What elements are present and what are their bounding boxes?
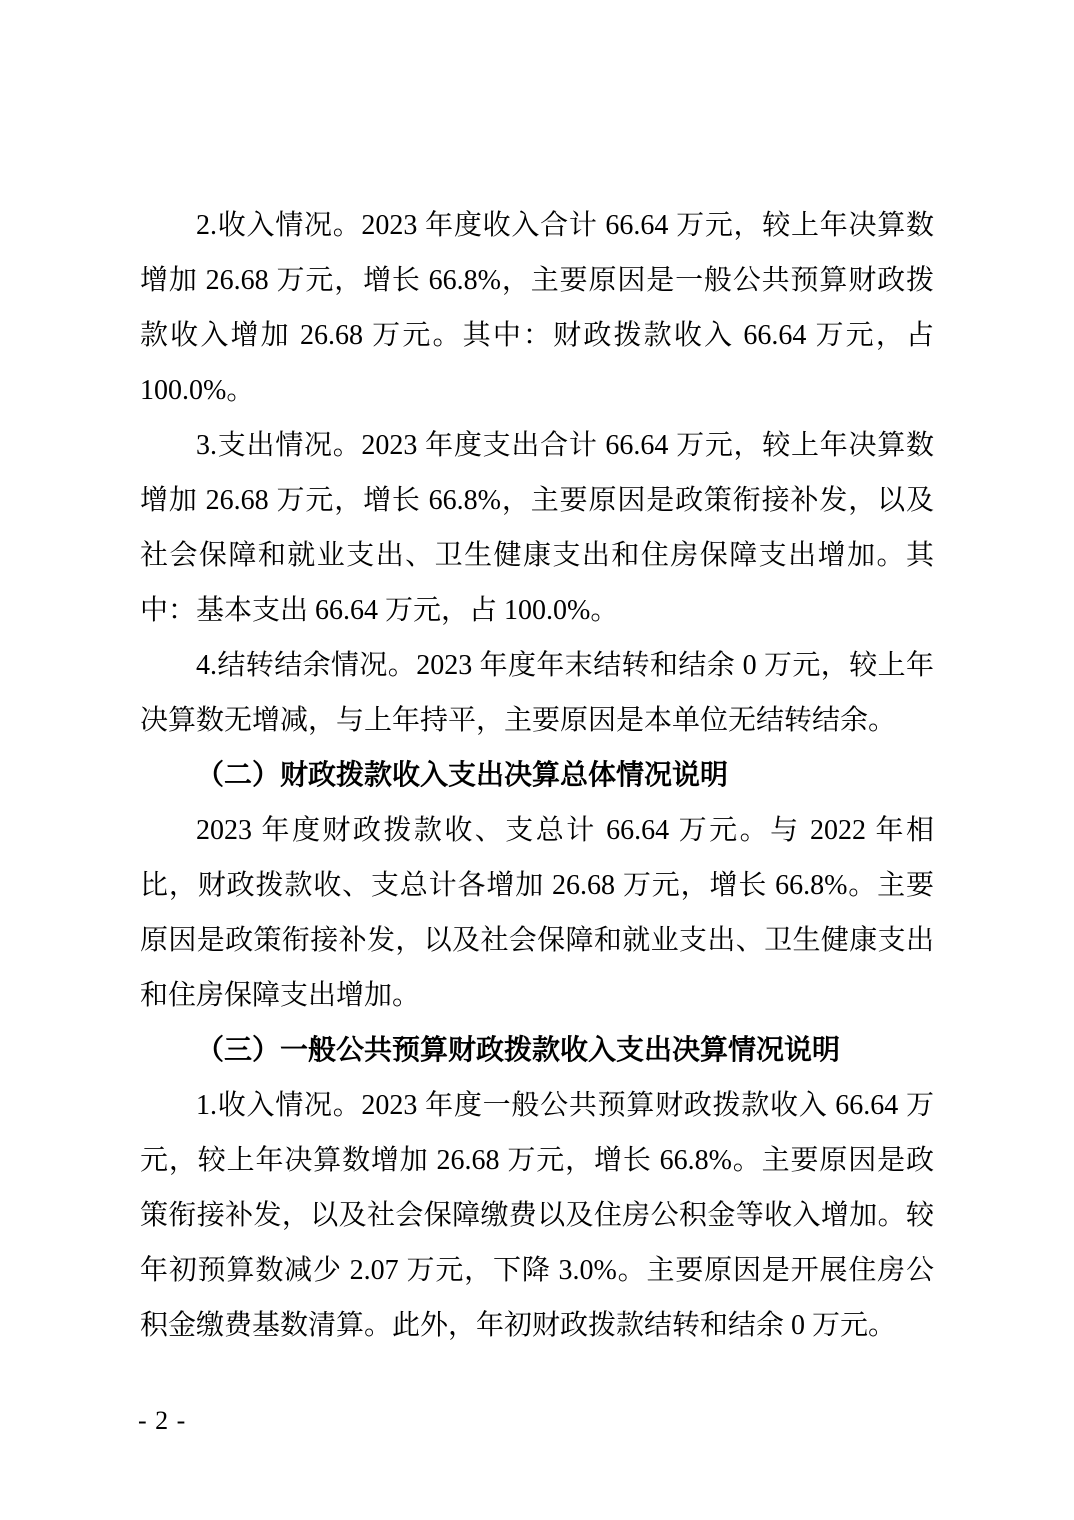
paragraph-fiscal-appropriation-totals: 2023 年度财政拨款收、支总计 66.64 万元。与 2022 年相比，财政拨款收、支总计各增加 26.68 万元，增长 66.8%。主要原因是政策衔接补发，以及社会保障和就业支出、卫生健康支出和住房保障支出增加。 xyxy=(140,815,934,1011)
paragraph-general-budget-income: 1.收入情况。2023 年度一般公共预算财政拨款收入 66.64 万元，较上年决算数增加 26.68 万元，增长 66.8%。主要原因是政策衔接补发，以及社会保障缴费以及住房公积金等收入增加。较年初预算数减少 2.07 万元，下降 3.0%。主要原因是开展住房公积金缴费基数清算。此外，年初财政拨款结转和结余 0 万元。 xyxy=(140,1090,934,1341)
paragraph-income-overview: 2.收入情况。2023 年度收入合计 66.64 万元，较上年决算数增加 26.68 万元，增长 66.8%，主要原因是一般公共预算财政拨款收入增加 26.68 万元。其中：财政拨款收入 66.64 万元，占 100.0%。 xyxy=(140,210,934,406)
page-number: - 2 - xyxy=(138,1406,187,1435)
heading-section-2-fiscal-appropriation-overview: （二）财政拨款收入支出决算总体情况说明 xyxy=(196,760,729,791)
paragraph-carryover-surplus: 4.结转结余情况。2023 年度年末结转和结余 0 万元，较上年决算数无增减，与上年持平，主要原因是本单位无结转结余。 xyxy=(140,650,934,736)
document-body xyxy=(140,198,934,1353)
paragraph-expenditure-overview: 3.支出情况。2023 年度支出合计 66.64 万元，较上年决算数增加 26.68 万元，增长 66.8%，主要原因是政策衔接补发，以及社会保障和就业支出、卫生健康支出和住房保障支出增加。其中：基本支出 66.64 万元，占 100.0%。 xyxy=(140,430,934,626)
heading-section-3-general-public-budget: （三）一般公共预算财政拨款收入支出决算情况说明 xyxy=(196,1035,841,1066)
